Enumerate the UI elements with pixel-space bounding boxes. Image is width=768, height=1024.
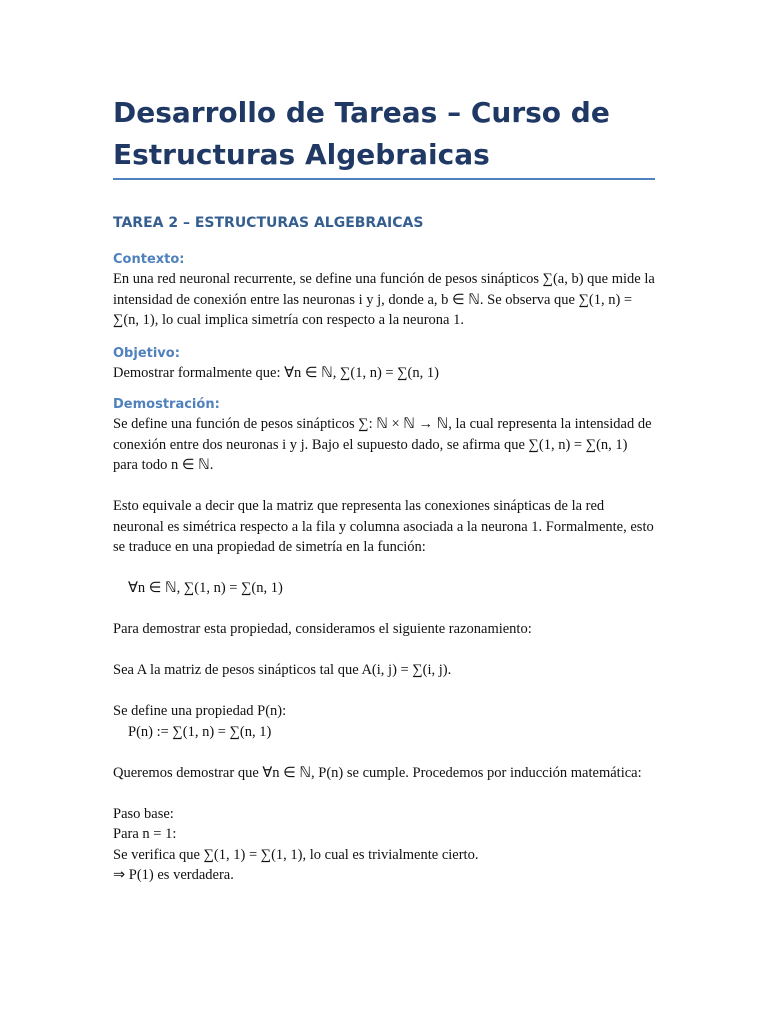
objetivo-heading: Objetivo: xyxy=(113,345,180,361)
spacer xyxy=(113,640,655,661)
base-step-case: Para n = 1: xyxy=(113,826,177,842)
spacer xyxy=(113,558,655,579)
demostracion-paragraph-3: Para demostrar esta propiedad, consideramos el siguiente razonamiento: xyxy=(113,621,532,637)
spacer xyxy=(113,476,655,497)
base-step-verification: Se verifica que ∑(1, 1) = ∑(1, 1), lo cual es trivialmente cierto. xyxy=(113,846,479,863)
base-step-conclusion: ⇒ P(1) es verdadera. xyxy=(113,867,234,883)
demostracion-paragraph-2: Esto equivale a decir que la matriz que representa las conexiones sinápticas de la red neuronal es simétrica respecto a la fila y columna asociada a la neurona 1. Formalmente, esto se traduce en una propiedad de simetría en la función: xyxy=(113,498,654,555)
demostracion-paragraph-1: Se define una función de pesos sinápticos ∑: ℕ × ℕ → ℕ, la cual representa la intensidad de conexión entre dos neuronas i y j. Bajo el supuesto dado, se afirma que ∑(1, n) = ∑(n, 1) para todo n ∈ ℕ. xyxy=(113,416,652,473)
spacer xyxy=(113,783,655,804)
document-page xyxy=(113,92,655,886)
objetivo-text: Demostrar formalmente que: ∀n ∈ ℕ, ∑(1, n) = ∑(n, 1) xyxy=(113,364,439,381)
task-heading: TAREA 2 – ESTRUCTURAS ALGEBRAICAS xyxy=(113,215,424,231)
spacer xyxy=(113,681,655,702)
demostracion-paragraph-6: Queremos demostrar que ∀n ∈ ℕ, P(n) se cumple. Procedemos por inducción matemática: xyxy=(113,764,642,781)
property-formula: P(n) := ∑(1, n) = ∑(n, 1) xyxy=(128,723,272,740)
formula-symmetry: ∀n ∈ ℕ, ∑(1, n) = ∑(n, 1) xyxy=(128,580,283,596)
contexto-text: En una red neuronal recurrente, se define una función de pesos sinápticos ∑(a, b) que mide la intensidad de conexión entre las neuronas i y j, donde a, b ∈ ℕ. Se observa que ∑(1, n) = ∑(n, 1), lo cual implica simetría con respecto a la neurona 1. xyxy=(113,271,655,328)
property-definition-line: Se define una propiedad P(n): xyxy=(113,703,287,719)
spacer xyxy=(113,742,655,763)
base-step-title: Paso base: xyxy=(113,805,174,822)
spacer xyxy=(113,599,655,620)
contexto-heading: Contexto: xyxy=(113,252,185,267)
document-title: Desarrollo de Tareas – Curso de Estructuras Algebraicas xyxy=(113,92,655,180)
demostracion-paragraph-4: Sea A la matriz de pesos sinápticos tal que A(i, j) = ∑(i, j). xyxy=(113,662,452,678)
demostracion-heading: Demostración: xyxy=(113,397,220,412)
